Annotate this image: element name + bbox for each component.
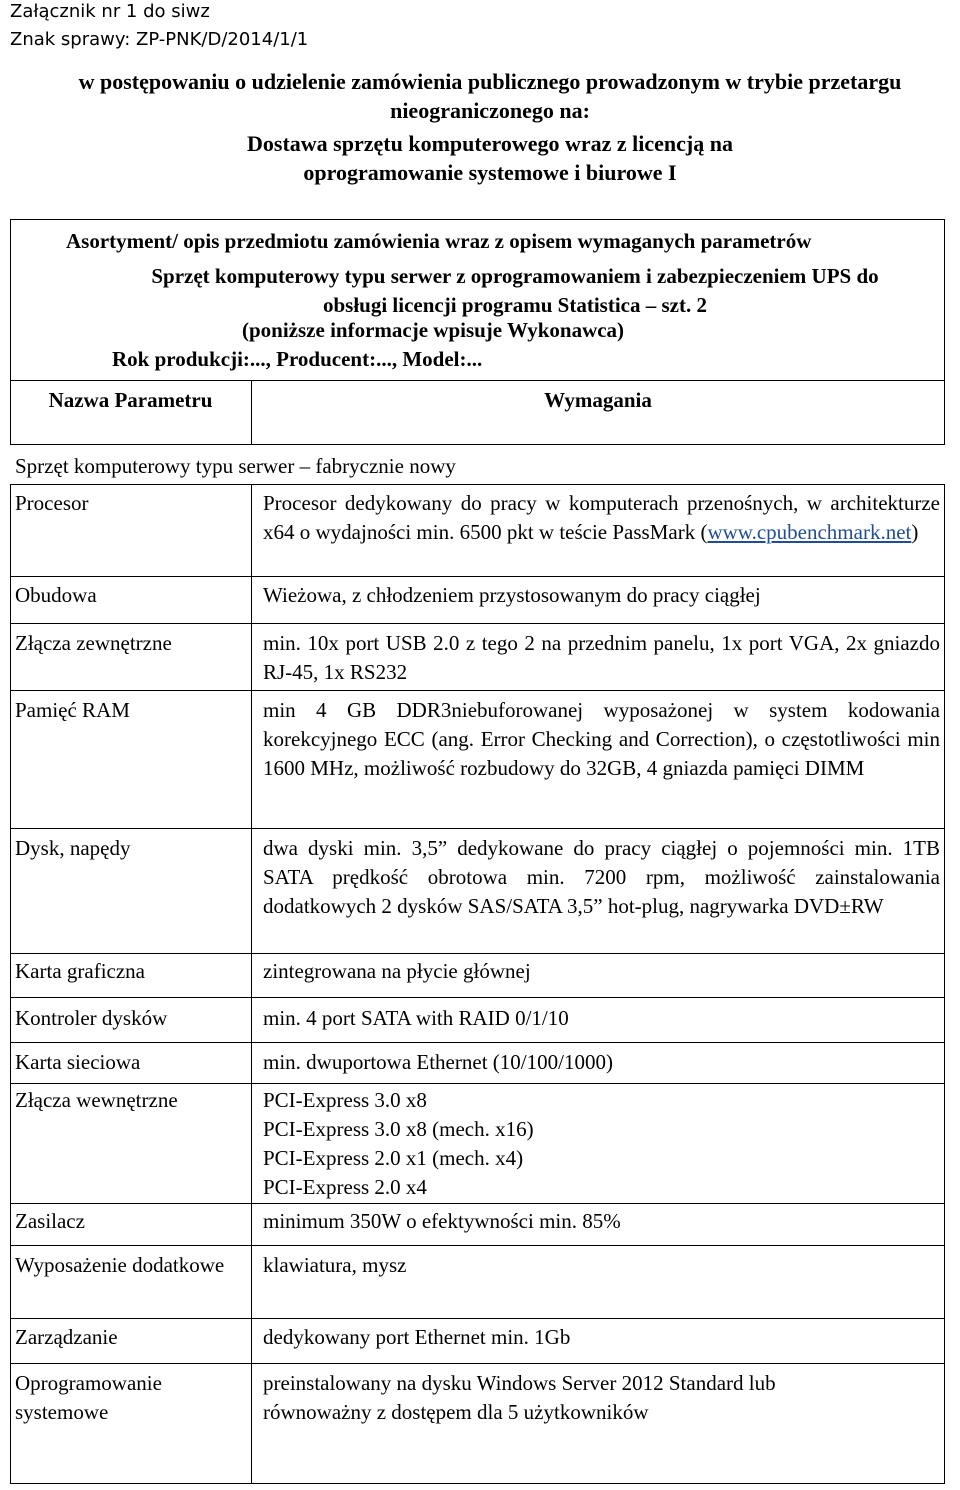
param-requirement: min. 10x port USB 2.0 z tego 2 na przednim panelu, 1x port VGA, 2x gniazdo RJ-45, 1x RS232 — [263, 631, 940, 684]
header-divider — [10, 380, 945, 381]
param-requirement: min 4 GB DDR3niebuforowanej wyposażonej w system kodowania korekcyjnego ECC (ang. Error Checking and Correction), o częstotliwości min 1600 MHz, możliwość rozbudowy do 32GB, 4 gniazda pamięci DIMM — [263, 698, 940, 780]
param-requirement: Wieżowa, z chłodzeniem przystosowanym do pracy ciągłej — [263, 583, 761, 607]
title-line-2: nieograniczonego na: — [390, 98, 590, 123]
row-divider — [10, 576, 945, 577]
requirement-line: równoważny z dostępem dla 5 użytkowników — [263, 1400, 649, 1424]
param-name: Procesor — [15, 491, 89, 515]
pci-slot-line: PCI-Express 2.0 x4 — [263, 1175, 427, 1199]
pci-slot-line: PCI-Express 3.0 x8 — [263, 1088, 427, 1112]
box-heading: Asortyment/ opis przedmiotu zamówienia wraz z opisem wymaganych parametrów — [66, 229, 812, 253]
row-divider — [10, 1083, 945, 1084]
row-divider — [10, 1203, 945, 1204]
row-divider — [10, 1245, 945, 1246]
row-divider — [10, 623, 945, 624]
param-name: Złącza zewnętrzne — [15, 631, 172, 655]
param-name: Kontroler dysków — [15, 1006, 168, 1030]
pci-slot-line: PCI-Express 3.0 x8 (mech. x16) — [263, 1117, 534, 1141]
row-divider — [10, 1363, 945, 1364]
title-line-1: w postępowaniu o udzielenie zamówienia publicznego prowadzonym w trybie przetargu — [78, 69, 902, 94]
attachment-label: Załącznik nr 1 do siwz — [10, 1, 210, 22]
param-requirement: klawiatura, mysz — [263, 1253, 407, 1277]
param-name: Pamięć RAM — [15, 698, 130, 722]
column-header-parameter: Nazwa Parametru — [48, 388, 213, 412]
row-divider — [10, 1042, 945, 1043]
param-requirement: Procesor dedykowany do pracy w komputerach przenośnych, w architekturze x64 o wydajności min. 6500 pkt w teście PassMark (www.cpubenchmark.net) — [263, 491, 940, 544]
title-line-4: oprogramowanie systemowe i biurowe I — [303, 160, 677, 185]
contractor-note: (poniższe informacje wpisuje Wykonawca) — [242, 318, 625, 342]
box-subheading-2: obsługi licencji programu Statistica – szt. 2 — [322, 293, 707, 317]
title-line-3: Dostawa sprzętu komputerowego wraz z licencją na — [247, 131, 733, 156]
row-divider — [10, 953, 945, 954]
param-name — [15, 1369, 162, 1427]
param-name: Wyposażenie dodatkowe — [15, 1253, 225, 1277]
param-name-line: systemowe — [15, 1400, 109, 1424]
row-divider — [10, 1318, 945, 1319]
box-subheading-1: Sprzęt komputerowy typu serwer z oprogramowaniem i zabezpieczeniem UPS do — [151, 264, 879, 288]
section-title: Sprzęt komputerowy typu serwer – fabrycznie nowy — [15, 454, 456, 478]
param-requirement: min. 4 port SATA with RAID 0/1/10 — [263, 1006, 569, 1030]
requirement-line: preinstalowany na dysku Windows Server 2012 Standard lub — [263, 1371, 776, 1395]
param-name: Obudowa — [15, 583, 97, 607]
passmark-link[interactable]: www.cpubenchmark.net — [707, 520, 912, 544]
param-name: Karta sieciowa — [15, 1050, 141, 1074]
param-name: Karta graficzna — [15, 959, 145, 983]
param-requirement: min. dwuportowa Ethernet (10/100/1000) — [263, 1050, 613, 1074]
row-divider — [10, 690, 945, 691]
column-header-requirements: Wymagania — [544, 388, 652, 412]
case-number: Znak sprawy: ZP-PNK/D/2014/1/1 — [10, 29, 309, 50]
param-requirement: dedykowany port Ethernet min. 1Gb — [263, 1325, 571, 1349]
param-requirement: zintegrowana na płycie głównej — [263, 959, 531, 983]
production-info: Rok produkcji:..., Producent:..., Model:... — [112, 347, 483, 371]
row-divider — [10, 997, 945, 998]
param-name: Dysk, napędy — [15, 836, 131, 860]
param-requirement: minimum 350W o efektywności min. 85% — [263, 1209, 621, 1233]
param-requirement — [263, 1369, 940, 1427]
pci-slot-line: PCI-Express 2.0 x1 (mech. x4) — [263, 1146, 524, 1170]
param-name-line: Oprogramowanie — [15, 1371, 162, 1395]
param-requirement — [263, 1086, 940, 1202]
param-name: Zasilacz — [15, 1209, 85, 1233]
param-requirement: dwa dyski min. 3,5” dedykowane do pracy ciągłej o pojemności min. 1TB SATA prędkość obrotowa min. 7200 rpm, możliwość zainstalowania dodatkowych 2 dysków SAS/SATA 3,5” hot-plug, nagrywarka DVD±RW — [263, 836, 940, 918]
row-divider — [10, 828, 945, 829]
param-name: Zarządzanie — [15, 1325, 118, 1349]
spec-table-column-divider — [251, 484, 252, 1484]
param-name: Złącza wewnętrzne — [15, 1088, 178, 1112]
